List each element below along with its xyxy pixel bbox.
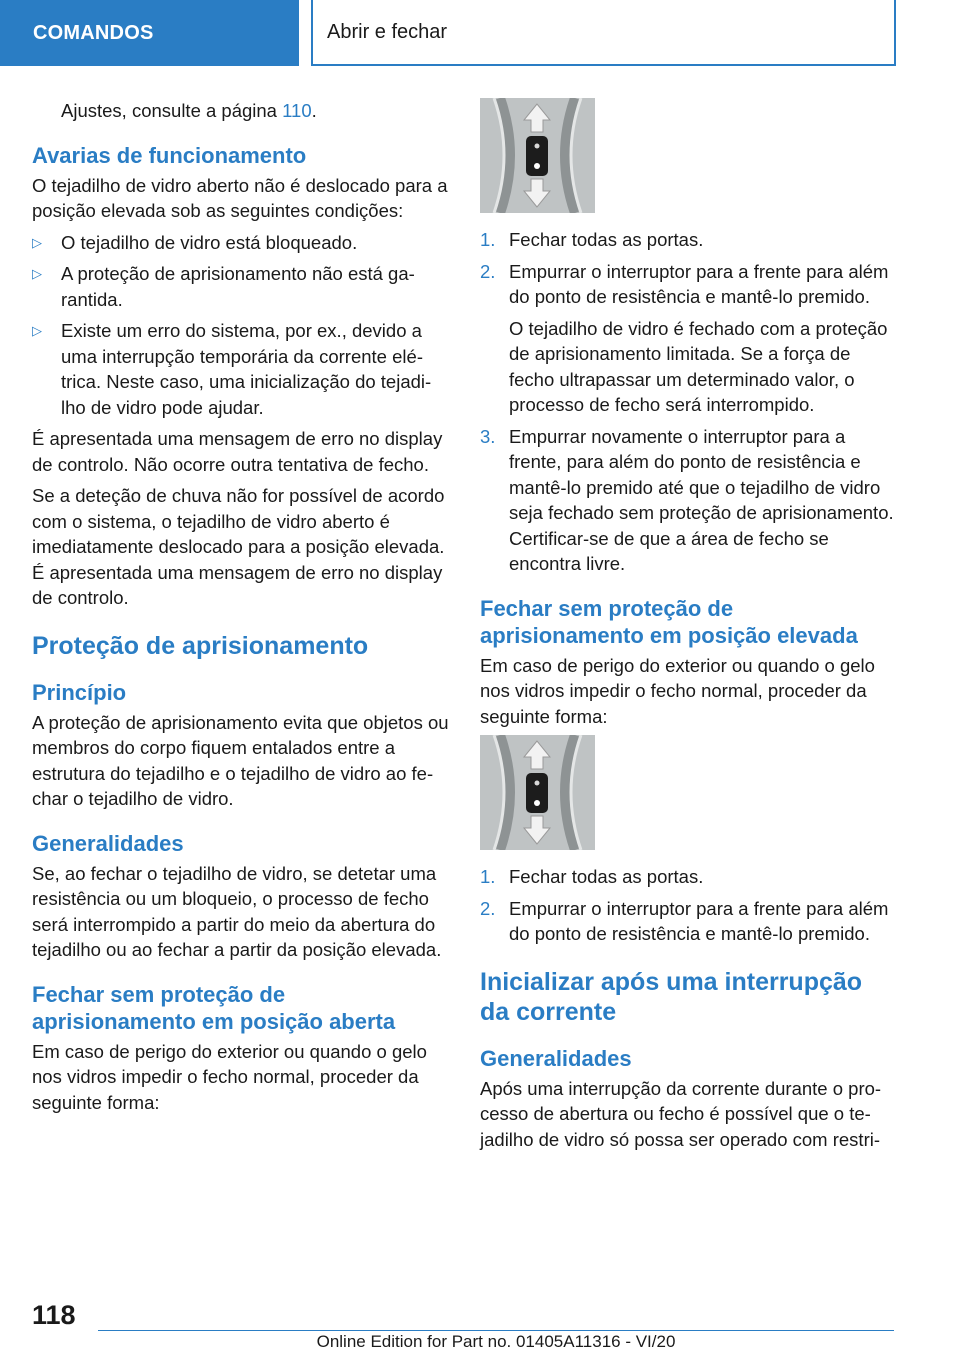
footer-divider — [98, 1330, 894, 1331]
paragraph-message: É apresentada uma mensagem de erro no display de controlo. Não ocorre outra tentativa de fecho. — [32, 428, 443, 475]
paragraph-generalidades: Se, ao fechar o tejadilho de vidro, se detetar uma resistência ou um bloqueio, o processo de fecho será interrompido a partir do meio da abertura do tejadilho ou ao fechar a partir da posição elevada. — [32, 862, 442, 960]
roof-switch-image-2 — [480, 735, 595, 850]
page-number: 118 — [32, 1300, 76, 1330]
paragraph-fechar-elevada: Em caso de perigo do exterior ou quando o gelo nos vidros impedir o fecho normal, proceder da seguinte forma: — [480, 654, 875, 727]
list-item: 1. Fechar todas as portas. — [480, 866, 704, 887]
steps-list-2 — [480, 864, 896, 947]
list-item: 1. Fechar todas as portas. — [480, 229, 704, 250]
steps-list-1 — [480, 227, 896, 577]
page-header — [0, 0, 960, 66]
heading-generalidades-2: Generalidades — [480, 1045, 632, 1071]
roof-switch-image — [480, 98, 595, 213]
heading-avarias: Avarias de funcionamento — [32, 142, 307, 168]
triangle-bullet-icon: ▷ — [32, 323, 42, 338]
right-column — [480, 98, 896, 1158]
heading-inicializar: Inicializar após uma interrupção da corrente — [480, 967, 863, 1026]
paragraph-fechar-aberta: Em caso de perigo do exterior ou quando o gelo nos vidros impedir o fecho normal, proceder da seguinte forma: — [32, 1040, 427, 1113]
left-column — [32, 98, 449, 1121]
list-item: 2. Empurrar o interruptor para a frente para além do ponto de resistência e mantê-lo premido. O tejadilho de vidro é fechado com a proteção de aprisionamento limitada. Se a força de fecho ultrapassar um determinado valor, o processo de fecho será interrompido. — [480, 259, 896, 418]
conditions-list — [32, 230, 449, 421]
triangle-bullet-icon: ▷ — [32, 266, 42, 281]
paragraph-principio: A proteção de aprisionamento evita que objetos ou membros do corpo fiquem entalados entre a estrutura do tejadilho e o tejadilho de vidro ao fechar o tejadilho de vidro. — [32, 711, 449, 809]
heading-fechar-elevada: Fechar sem proteção de aprisionamento em posição elevada — [480, 595, 858, 648]
paragraph-rain: Se a deteção de chuva não for possível de acordo com o sistema, o tejadilho de vidro aberto é imediatamente deslocado para a posição elevada. É apresentada uma mensagem de erro no display de controlo. — [32, 485, 445, 608]
list-item: ▷ A proteção de aprisionamento não está garantida. — [32, 263, 415, 310]
list-item: 2. Empurrar o interruptor para a frente para além do ponto de resistência e mantê-lo premido. — [480, 897, 889, 944]
list-item: ▷ Existe um erro do sistema, por ex., devido a uma interrupção temporária da corrente elétrica. Neste caso, uma inicialização do tejadilho de vidro pode ajudar. — [32, 320, 432, 418]
list-item: ▷ O tejadilho de vidro está bloqueado. — [32, 230, 449, 256]
page-link[interactable]: 110 — [282, 100, 312, 121]
step-note: O tejadilho de vidro é fechado com a proteção de aprisionamento limitada. Se a força de fecho ultrapassar um determinado valor, o processo de fecho será interrompido. — [509, 317, 888, 415]
footer-edition: Online Edition for Part no. 01405A11316 - VI/20 — [316, 1332, 676, 1351]
list-item: 3. Empurrar novamente o interruptor para a frente, para além do ponto de resistência e mantê-lo premido até que o tejadilho de vidro seja fechado sem proteção de aprisionamento. Certificar-se de que a área de fecho se encontra livre. — [480, 425, 894, 574]
chapter-title: Abrir e fechar — [311, 0, 896, 66]
triangle-bullet-icon: ▷ — [32, 234, 42, 250]
heading-protecao: Proteção de aprisionamento — [32, 631, 369, 660]
section-tab: COMANDOS — [0, 0, 299, 66]
heading-principio: Princípio — [32, 679, 127, 705]
paragraph-generalidades-2: Após uma interrupção da corrente durante o processo de abertura ou fecho é possível que o tejadilho de vidro só possa ser operado com restri- — [480, 1077, 882, 1150]
heading-generalidades: Generalidades — [32, 830, 184, 856]
heading-fechar-aberta: Fechar sem proteção de aprisionamento em posição aberta — [32, 981, 396, 1034]
intro-paragraph: Ajustes, consulte a página 110. — [61, 100, 317, 121]
paragraph-avarias: O tejadilho de vidro aberto não é deslocado para a posição elevada sob as seguintes condições: — [32, 174, 448, 221]
